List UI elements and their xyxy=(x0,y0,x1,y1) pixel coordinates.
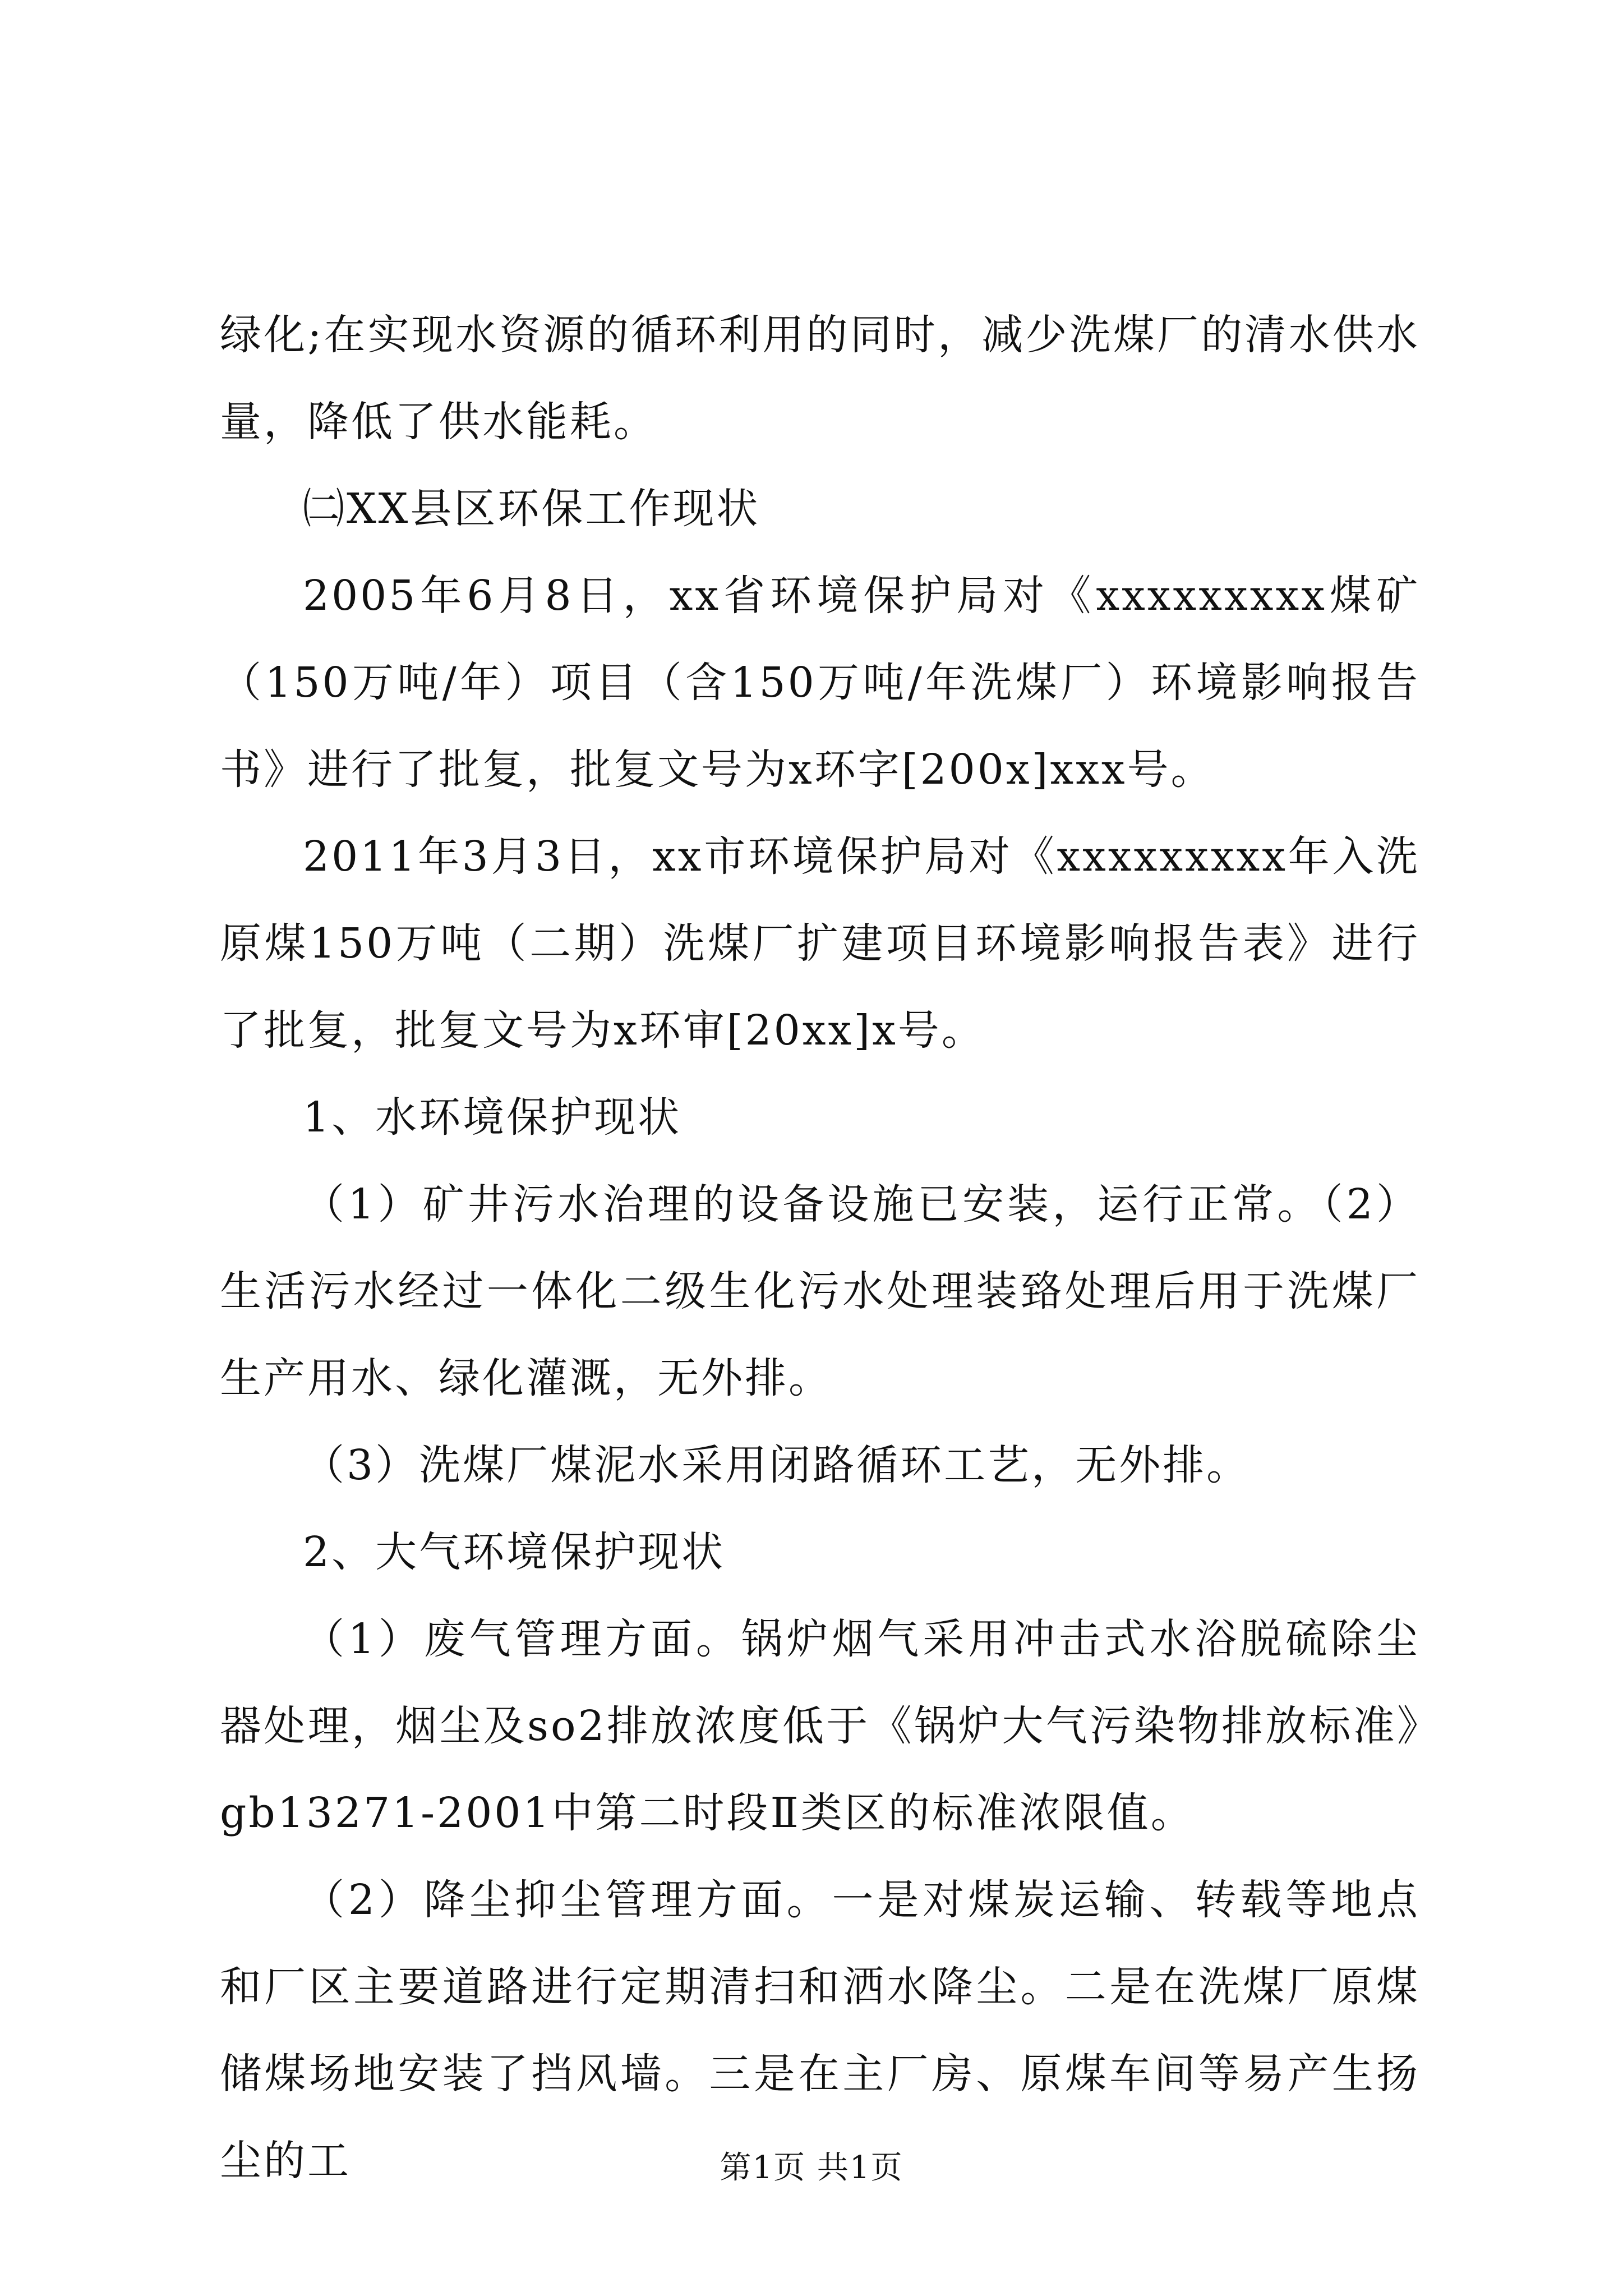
paragraph-2011-approval: 2011年3月3日，xx市环境保护局对《xxxxxxxxx年入洗原煤150万吨（二期）洗煤厂扩建项目环境影响报告表》进行了批复，批复文号为x环审[20xx]x号。 xyxy=(220,832,1420,1055)
document-body xyxy=(220,292,1420,2205)
subheading-water-environment: 1、水环境保护现状 xyxy=(303,1093,682,1142)
paragraph-water-1-2: （1）矿井污水治理的设备设施已安装，运行正常。（2）生活污水经过一体化二级生化污水处理装臵处理后用于洗煤厂生产用水、绿化灌溉，无外排。 xyxy=(220,1180,1420,1402)
paragraph-2005-approval: 2005年6月8日，xx省环境保护局对《xxxxxxxxx煤矿（150万吨/年）项目（含150万吨/年洗煤厂）环境影响报告书》进行了批复，批复文号为x环字[200x]xxx号。 xyxy=(220,572,1420,794)
paragraph-air-1: （1）废气管理方面。锅炉烟气采用冲击式水浴脱硫除尘器处理，烟尘及so2排放浓度低于《锅炉大气污染物排放标准》gb13271-2001中第二时段Ⅱ类区的标准浓限值。 xyxy=(220,1615,1420,1837)
subheading-air-environment: 2、大气环境保护现状 xyxy=(303,1528,726,1576)
paragraph-air-2: （2）降尘抑尘管理方面。一是对煤炭运输、转载等地点和厂区主要道路进行定期清扫和洒水降尘。二是在洗煤厂原煤储煤场地安装了挡风墙。三是在主厂房、原煤车间等易产生扬尘的工 xyxy=(220,1876,1420,2185)
section-heading-county-environment: ㈡XX县区环保工作现状 xyxy=(303,485,760,533)
paragraph-1: 绿化;在实现水资源的循环利用的同时，减少洗煤厂的清水供水量，降低了供水能耗。 xyxy=(220,311,1420,446)
page-footer: 第1页 共1页 xyxy=(720,2150,903,2186)
paragraph-water-3: （3）洗煤厂煤泥水采用闭路循环工艺，无外排。 xyxy=(303,1441,1251,1489)
